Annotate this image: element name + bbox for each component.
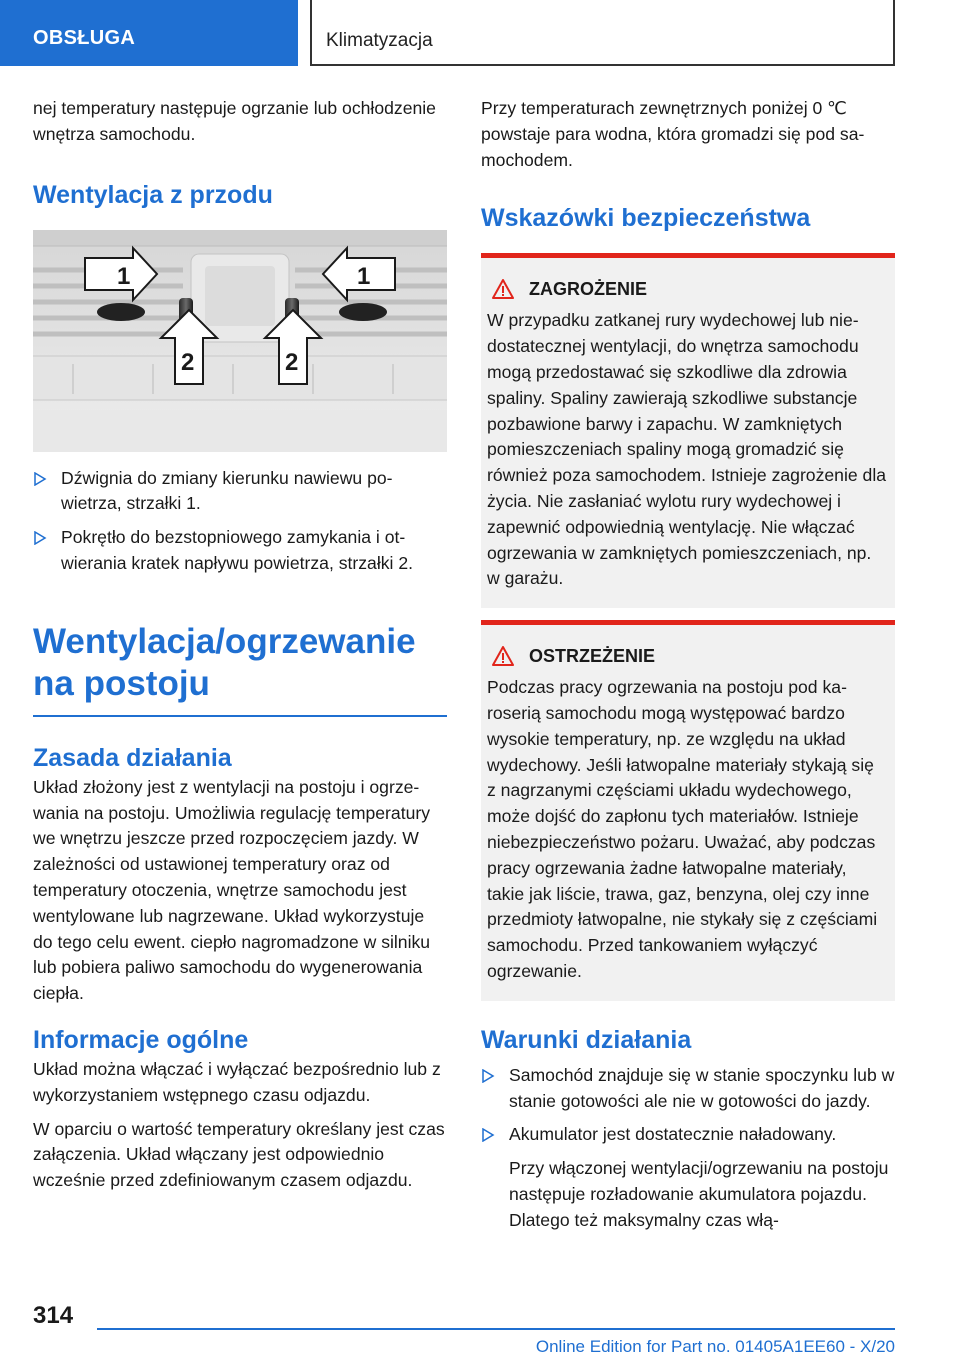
general-info-p2: W oparciu o wartość temperatury określany jest czas załączenia. Układ włączany jest odpowiednio wcześnie przed zdefiniowanym czasem odjazdu. xyxy=(33,1118,445,1191)
conditions-followup: Przy włączonej wentylacji/ogrzewaniu na postoju następuje rozładowanie akumulatora pojazdu. Dlatego też maksymalny czas włą- xyxy=(509,1158,889,1230)
safety-heading: Wskazówki bezpieczeństwa xyxy=(481,204,811,233)
list-item-text: Pokrętło do bezstopniowego zamykania i otwierania kratek napływu powietrza, strzałki 2. xyxy=(61,527,414,573)
warning-text: Podczas pracy ogrzewania na postoju pod karoserią samochodu mogą występować bardzo wysokie temperatury, np. ze względu na układ wydechowy. Jeśli łatwopalne materiały stykają się z nagrzanymi częściami układu wydechowego, może dojść do zapłonu tych materiałów. Istnieje niebezpieczeństwo pożaru. Uważać, aby podczas pracy ogrzewania żadne łatwopalne materiały, takie jak liście, trawa, gaz, benzyna, olej czy inne przedmioty łatwopalne, nie stykały się z częściami samochodu. Przed tankowaniem wyłączyć ogrzewanie. xyxy=(487,677,878,981)
list-item-text: Samochód znajduje się w stanie spoczynku lub w stanie gotowości ale nie w gotowości do jazdy. xyxy=(509,1064,895,1111)
arrow-label-2-left: 2 xyxy=(181,348,195,376)
triangle-bullet-icon xyxy=(481,1069,495,1083)
section-label: OBSŁUGA xyxy=(33,27,136,49)
chapter-rule xyxy=(33,715,447,717)
principle-heading: Zasada działania xyxy=(33,743,232,772)
general-info-heading: Informacje ogólne xyxy=(33,1025,249,1054)
parking-heater-heading: Wentylacja/ogrzewanie na postoju xyxy=(33,621,416,703)
triangle-bullet-icon xyxy=(33,531,47,545)
triangle-bullet-icon xyxy=(481,1128,495,1142)
list-item-text: Akumulator jest dostatecznie naładowany. xyxy=(509,1124,837,1145)
conditions-heading: Warunki działania xyxy=(481,1025,692,1054)
warning-title-row xyxy=(487,645,887,667)
page-number: 314 xyxy=(33,1302,74,1329)
list-item-text: Dźwignia do zmiany kierunku nawiewu powietrza, strzałki 1. xyxy=(61,467,393,514)
principle-text: Układ złożony jest z wentylacji na postoju i ogrzewania na postoju. Umożliwia regulację temperatury we wnętrzu jeszcze przed rozpoczęciem jazdy. W zależności od ustawionej temperatury oraz od temperatury otoczenia, wnętrze samochodu jest wentylowane lub nagrzewane. Układ wykorzystuje do tego celu ewent. ciepło nagromadzone w silniku lub pobiera paliwo samochodu do wygenerowania ciepła. xyxy=(33,776,431,1004)
list-item xyxy=(33,466,447,518)
conditions-list xyxy=(481,1063,895,1148)
left-intro: nej temperatury następuje ogrzanie lub ochłodzenie wnętrza samochodu. xyxy=(33,98,436,144)
arrow-label-1-right: 1 xyxy=(357,262,371,290)
chapter-label: Klimatyzacja xyxy=(326,30,433,51)
list-item xyxy=(481,1122,895,1148)
dashboard-vents-illustration xyxy=(33,230,447,452)
right-column xyxy=(481,96,895,1234)
general-info-p1: Układ można włączać i wyłączać bezpośrednio lub z wykorzystaniem wstępnego czasu odjazdu. xyxy=(33,1058,441,1105)
danger-text: W przypadku zatkanej rury wydechowej lub niedostatecznej wentylacji, do wnętrza samochodu mogą przedostawać się szkodliwe dla zdrowia spaliny. Spaliny zawierają szkodliwe substancje pozbawione barwy i zapachu. W zamkniętych pomieszczeniach spaliny mogą gromadzić się również poza samochodem. Istnieje zagrożenie dla życia. Nie zasłaniać wylotu rury wydechowej i zapewnić odpowiednią wentylację. Nie włączać ogrzewania w zamkniętych pomieszczeniach, np. w garażu. xyxy=(487,310,887,589)
left-column xyxy=(33,96,447,1194)
vent-controls-list xyxy=(33,466,447,577)
edition-note: Online Edition for Part no. 01405A1EE60 - X/20 xyxy=(535,1337,895,1356)
arrow-label-2-right: 2 xyxy=(285,348,299,376)
danger-title-row xyxy=(487,278,887,300)
warning-box xyxy=(481,620,895,1001)
vent-figure xyxy=(33,230,447,452)
list-item xyxy=(481,1063,895,1115)
danger-box xyxy=(481,253,895,608)
list-item xyxy=(33,525,447,577)
right-intro: Przy temperaturach zewnętrznych poniżej 0 ℃ powstaje para wodna, która gromadzi się pod samochodem. xyxy=(481,98,865,170)
front-vent-heading: Wentylacja z przodu xyxy=(33,180,273,209)
triangle-bullet-icon xyxy=(33,472,47,486)
warning-triangle-icon xyxy=(491,645,515,667)
footer-rule xyxy=(97,1328,895,1330)
danger-title: ZAGROŻENIE xyxy=(529,278,648,299)
section-tab xyxy=(0,0,298,66)
warning-triangle-icon xyxy=(491,278,515,300)
chapter-tab xyxy=(310,0,895,66)
arrow-label-1-left: 1 xyxy=(117,262,131,290)
warning-title: OSTRZEŻENIE xyxy=(529,645,656,666)
